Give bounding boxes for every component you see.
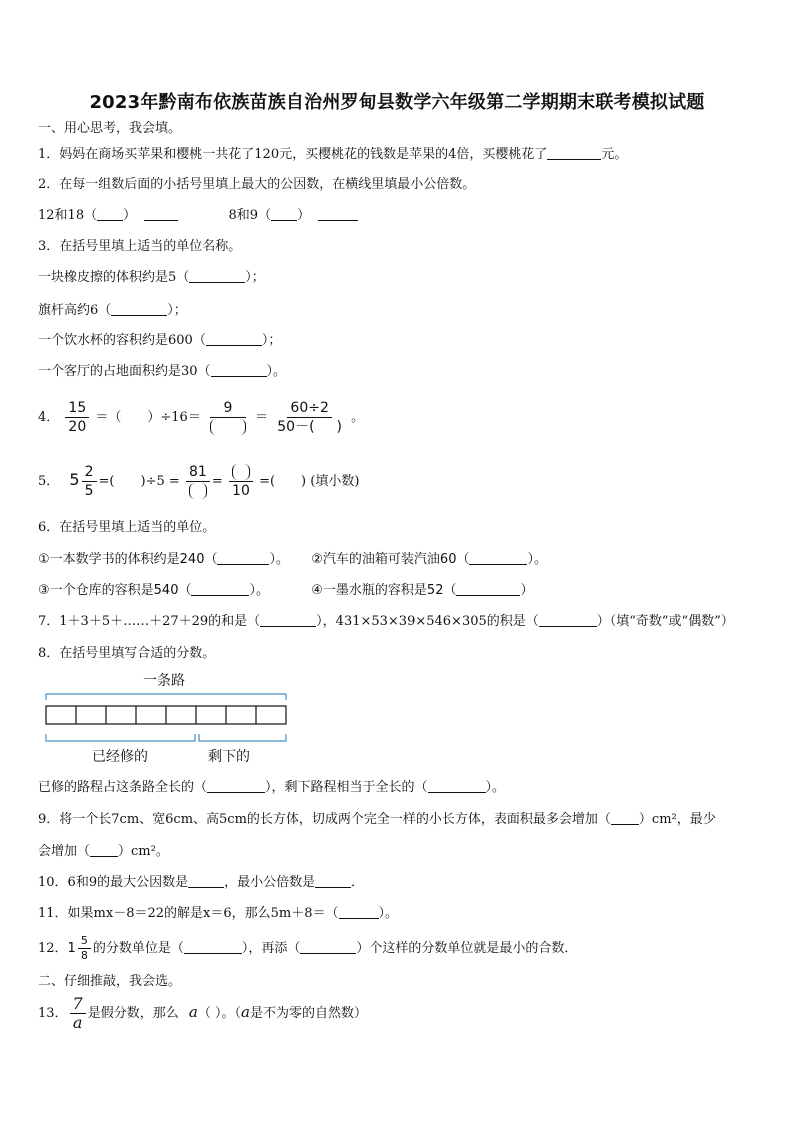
q8-mid: ），剩下路程相当于全长的（ (265, 780, 428, 795)
q6c-blank[interactable] (191, 583, 249, 596)
q5-equals: = (211, 474, 223, 489)
q6d-blank[interactable] (456, 583, 520, 596)
q6c-text: ③一个仓库的容积是540（ (38, 583, 192, 598)
q13-paren: （ ）。（ (197, 1006, 241, 1021)
q13-variable: a (188, 1003, 198, 1021)
q9b-end: ）cm²。 (118, 844, 169, 859)
q13-number: 13． (38, 1006, 68, 1021)
q3b-end: ）； (167, 303, 187, 318)
q3c-text: 一个饮水杯的容积约是600（ (38, 333, 206, 348)
q10-gcd-blank[interactable] (188, 875, 224, 888)
q13-text: 是假分数，那么 (87, 1006, 179, 1021)
section-1-heading: 一、用心思考，我会填。 (38, 121, 182, 136)
q6b-blank[interactable] (469, 552, 527, 565)
done-label: 已经修的 (92, 749, 148, 765)
q12-end: ）个这样的分数单位就是最小的合数． (356, 941, 578, 956)
q12-whole: 1 (67, 941, 76, 956)
q5-blank-2[interactable] (189, 483, 207, 499)
q1-end: 元。 (601, 147, 628, 162)
q1-text: 1．妈妈在商场买苹果和樱桃一共花了120元，买樱桃花的钱数是苹果的4倍，买樱桃花了 (38, 147, 548, 162)
q5-whole: 5 (69, 470, 80, 489)
q4-number: 4． (38, 410, 60, 425)
q6a-end: ）。 (269, 552, 289, 567)
q12-count-blank[interactable] (300, 941, 356, 954)
question-8: 8．在括号里填写合适的分数。 (38, 646, 216, 661)
question-10 (38, 874, 364, 892)
q5-end: =( ) (填小数) (259, 474, 360, 489)
question-2: 2．在每一组数后面的小括号里填上最大的公因数，在横线里填最小公倍数。 (38, 177, 476, 192)
q3b-text: 旗杆高约6（ (38, 303, 112, 318)
q3a-text: 一块橡皮擦的体积约是5（ (38, 270, 190, 285)
q11-end: ）。 (378, 906, 399, 921)
q8-done-blank[interactable] (207, 780, 265, 793)
q5-fraction-1: $\frac{2}{5}$ (82, 463, 97, 500)
q6b-text: ②汽车的油箱可装汽油60（ (311, 552, 470, 567)
q5-middle: =( )÷5 = (98, 474, 180, 489)
q2a-close: ） (123, 208, 137, 223)
q4-fraction-2: 9 (207, 399, 249, 436)
question-13 (38, 993, 367, 1031)
q9-min-blank[interactable] (90, 844, 118, 857)
q13-end: 是不为零的自然数） (249, 1006, 367, 1021)
question-6: 6．在括号里填上适当的单位。 (38, 520, 216, 535)
page-title: 2023年黔南布依族苗族自治州罗甸县数学六年级第二学期期末联考模拟试题 (89, 92, 705, 113)
q2a-text: 12和18（ (38, 208, 98, 223)
q9-max-blank[interactable] (611, 812, 639, 825)
q3a-line (38, 269, 265, 287)
q4-equals: ＝ (255, 410, 269, 425)
q6c-end: ）。 (249, 583, 269, 598)
q3d-blank[interactable] (211, 364, 267, 377)
q5-blank-3[interactable] (232, 464, 250, 480)
question-4 (38, 398, 364, 438)
q8-question-line (38, 779, 505, 797)
q2b-gcd-blank[interactable] (271, 208, 297, 221)
question-9-line-2 (38, 843, 169, 861)
q3b-blank[interactable] (111, 303, 167, 316)
q12-text: 的分数单位是（ (92, 941, 184, 956)
question-5 (38, 458, 359, 502)
q12-unit-blank[interactable] (184, 941, 242, 954)
question-1 (38, 146, 627, 164)
q9a-end: ）cm²，最少 (638, 812, 716, 827)
q3a-blank[interactable] (189, 270, 245, 283)
q4-blank-3[interactable] (315, 419, 337, 435)
q12-mid: ），再添（ (241, 941, 301, 956)
q7-end: ）（填“奇数”或“偶数”） (596, 614, 734, 629)
q4-blank-2[interactable] (210, 419, 246, 435)
section-2-heading: 二、仔细推敲，我会选。 (38, 974, 182, 989)
q5-number: 5． (38, 474, 60, 489)
q4-end: 。 (351, 410, 365, 425)
q3a-end: ）； (245, 270, 265, 285)
q11-text: 11．如果mx－8＝22的解是x＝6，那么5m＋8＝（ (38, 906, 339, 921)
q6d-end: ） (520, 583, 534, 598)
q7-sum-blank[interactable] (260, 614, 316, 627)
q8-text: 已修的路程占这条路全长的（ (38, 780, 208, 795)
q6-row-1 (38, 551, 547, 569)
q1-answer-blank[interactable] (547, 147, 601, 160)
question-3: 3．在括号里填上适当的单位名称。 (38, 239, 242, 254)
q10-lcm-blank[interactable] (315, 875, 351, 888)
question-7 (38, 613, 734, 631)
q6a-blank[interactable] (217, 552, 269, 565)
q13-fraction: $\frac{7}{a}$ (70, 995, 86, 1032)
q13-variable-2: a (240, 1003, 250, 1021)
q8-left-blank[interactable] (428, 780, 486, 793)
q3d-line (38, 363, 286, 381)
q4-fraction-1: $\frac{15}{20}$ (65, 399, 89, 436)
q12-number: 12． (38, 941, 68, 956)
q3c-end: ）； (261, 333, 282, 348)
road-label: 一条路 (143, 673, 185, 689)
q10-text: 10．6和9的最大公因数是 (38, 875, 189, 890)
q5-fraction-2: 81 (186, 463, 210, 500)
q7-mid: ），431×53×39×546×305的积是（ (316, 614, 539, 629)
q4-fraction-3: $\frac{60\div 2}{50-( )}$ (277, 400, 343, 435)
remaining-label: 剩下的 (208, 749, 250, 765)
q5-fraction-3: 10 (229, 463, 253, 500)
q11-blank[interactable] (339, 906, 379, 919)
q6a-text: ①一本数学书的体积约是240（ (38, 552, 218, 567)
q2b-close: ） (297, 208, 311, 223)
q9a-text: 9．将一个长7cm、宽6cm、高5cm的长方体，切成两个完全一样的小长方体，表面积最多会增加（ (38, 812, 611, 827)
question-12 (38, 932, 577, 966)
question-2-items (38, 207, 358, 225)
q3d-text: 一个客厅的占地面积约是30（ (38, 364, 211, 379)
q2a-lcm-blank[interactable] (144, 208, 178, 221)
question-9-line-1 (38, 811, 716, 829)
q2b-text: 8和9（ (228, 208, 272, 223)
q6d-text: ④一墨水瓶的容积是52（ (311, 583, 457, 598)
q8-end: ）。 (485, 780, 506, 795)
q6b-end: ）。 (527, 552, 547, 567)
q4-middle: ＝（ ）÷16＝ (95, 410, 201, 425)
q6-row-2 (38, 582, 533, 600)
q9b-text: 会增加（ (38, 844, 91, 859)
q10-mid: ，最小公倍数是 (224, 875, 316, 890)
q3c-line (38, 332, 281, 350)
q2a-gcd-blank[interactable] (97, 208, 123, 221)
question-11 (38, 905, 398, 923)
q10-end: ． (351, 875, 365, 890)
road-diagram (40, 686, 296, 748)
q7-text: 7．1＋3＋5＋……＋27＋29的和是（ (38, 614, 261, 629)
q3d-end: ）。 (266, 364, 287, 379)
q2b-lcm-blank[interactable] (318, 208, 358, 221)
q3c-blank[interactable] (206, 333, 262, 346)
q12-fraction: $\frac{5}{8}$ (78, 934, 91, 963)
q7-product-blank[interactable] (539, 614, 597, 627)
q3b-line (38, 302, 187, 320)
